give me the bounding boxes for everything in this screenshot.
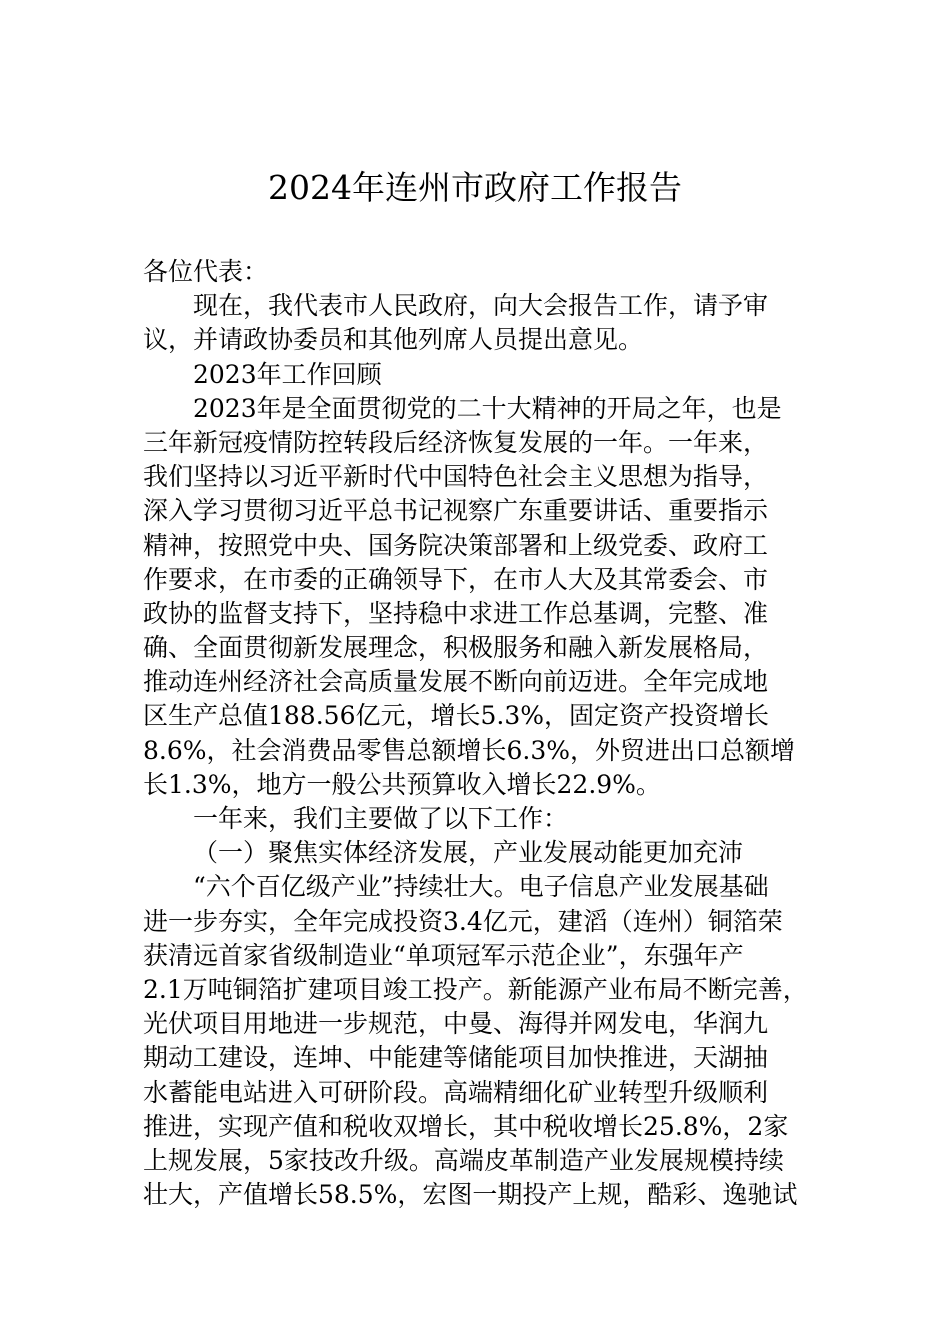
paragraph-line: 议，并请政协委员和其他列席人员提出意见。: [143, 325, 644, 355]
paragraph-line: 三年新冠疫情防控转段后经济恢复发展的一年。一年来，: [143, 427, 769, 457]
paragraph-line: 精神，按照党中央、国务院决策部署和上级党委、政府工: [143, 530, 769, 560]
salutation: 各位代表：: [143, 257, 269, 286]
paragraph-line: “六个百亿级产业”持续壮大。电子信息产业发展基础: [193, 872, 769, 902]
paragraph-line: 我们坚持以习近平新时代中国特色社会主义思想为指导，: [143, 462, 769, 492]
document-title: 2024年连州市政府工作报告: [268, 168, 682, 207]
paragraph-line: 政协的监督支持下，坚持稳中求进工作总基调，完整、准: [143, 598, 769, 628]
paragraph-line: 长1.3%，地方一般公共预算收入增长22.9%。: [143, 769, 661, 799]
paragraph-line: 获清远首家省级制造业“单项冠军示范企业”，东强年产: [143, 940, 744, 970]
paragraph-line: 推进，实现产值和税收双增长，其中税收增长25.8%，2家: [143, 1111, 789, 1141]
paragraph-line: 8.6%，社会消费品零售总额增长6.3%，外贸进出口总额增: [143, 735, 796, 765]
paragraph-line: 2.1万吨铜箔扩建项目竣工投产。新能源产业布局不断完善，: [143, 974, 808, 1004]
subsection-heading: （一）聚焦实体经济发展，产业发展动能更加充沛: [193, 838, 744, 868]
paragraph-line: 上规发展，5家技改升级。高端皮革制造产业发展规模持续: [143, 1145, 784, 1175]
paragraph-line: 确、全面贯彻新发展理念，积极服务和融入新发展格局，: [143, 633, 769, 663]
paragraph-line: 深入学习贯彻习近平总书记视察广东重要讲话、重要指示: [143, 496, 769, 526]
document-body: [143, 255, 833, 1212]
paragraph-line: 进一步夯实，全年完成投资3.4亿元，建滔（连州）铜箔荣: [143, 906, 783, 936]
paragraph-line: 现在，我代表市人民政府，向大会报告工作，请予审: [193, 291, 769, 321]
section-heading: 2023年工作回顾: [193, 359, 382, 389]
paragraph-line: 区生产总值188.56亿元，增长5.3%，固定资产投资增长: [143, 701, 769, 731]
paragraph-line: 光伏项目用地进一步规范，中曼、海得并网发电，华润九: [143, 1009, 769, 1039]
paragraph-line: 壮大，产值增长58.5%，宏图一期投产上规，酷彩、逸驰试: [143, 1180, 798, 1210]
paragraph-line: 推动连州经济社会高质量发展不断向前迈进。全年完成地: [143, 667, 769, 697]
paragraph-line: 期动工建设，连坤、中能建等储能项目加快推进，天湖抽: [143, 1043, 769, 1073]
paragraph-line: 作要求，在市委的正确领导下，在市人大及其常委会、市: [143, 564, 769, 594]
paragraph-line: 水蓄能电站进入可研阶段。高端精细化矿业转型升级顺利: [143, 1077, 769, 1107]
paragraph-line: 2023年是全面贯彻党的二十大精神的开局之年，也是: [193, 393, 782, 423]
paragraph-line: 一年来，我们主要做了以下工作：: [193, 804, 569, 833]
